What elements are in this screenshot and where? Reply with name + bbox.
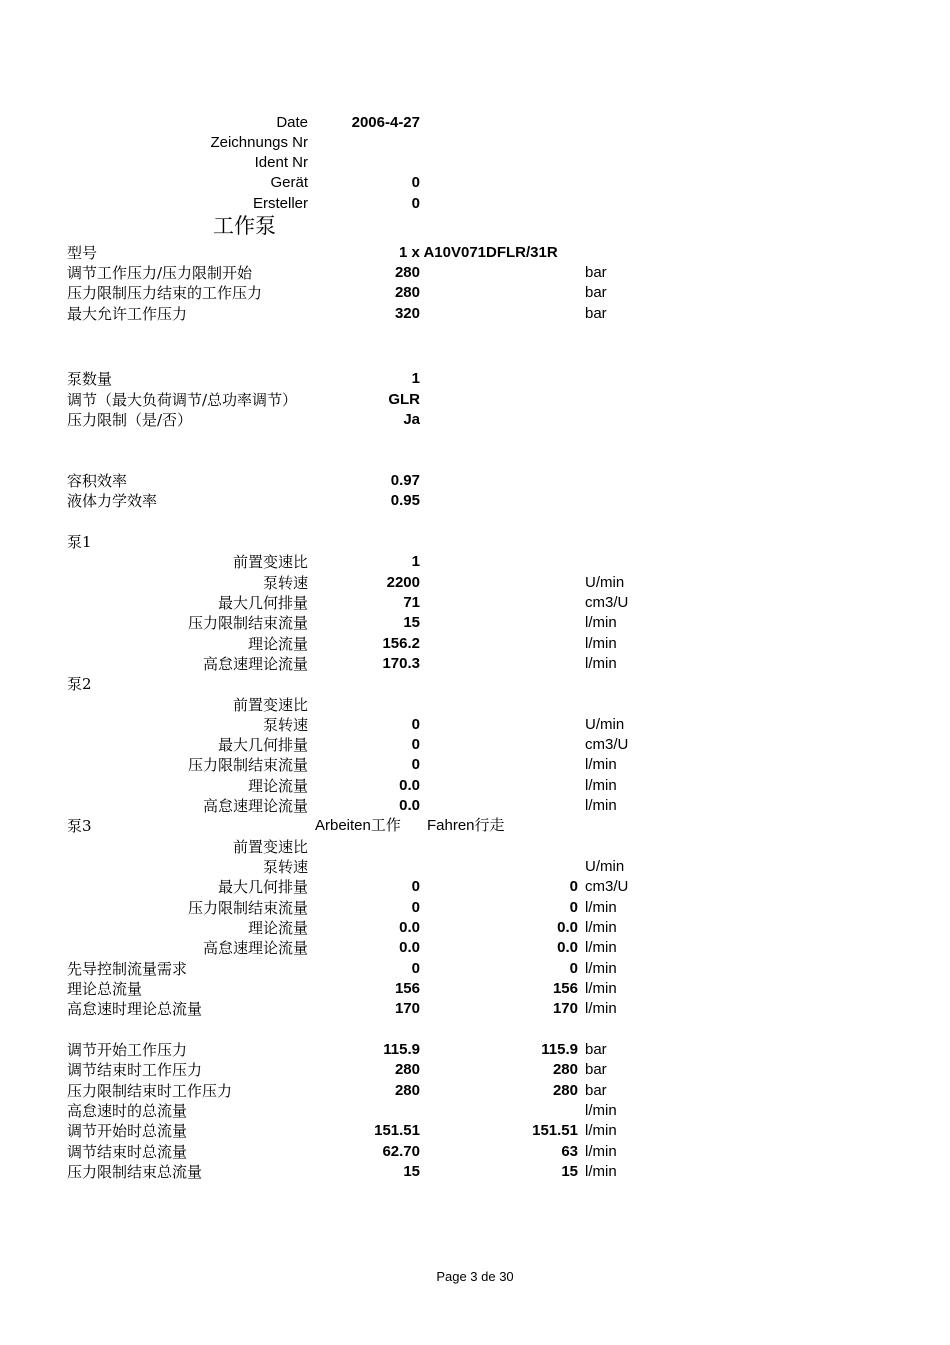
plim-total-flow-unit: l/min	[585, 1163, 617, 1180]
regulation-label: 调节（最大负荷调节/总功率调节）	[67, 391, 298, 409]
date-row	[0, 113, 950, 133]
pump1-plimflow-value: 15	[403, 614, 420, 631]
pump1-disp-row	[0, 593, 950, 613]
reg-start-pressure-unit: bar	[585, 1041, 607, 1058]
pump1-idle-label: 高怠速理论流量	[202, 655, 308, 673]
geraet-value: 0	[411, 174, 420, 191]
pump3-idle-arbeiten: 0.0	[557, 939, 578, 956]
reg-start-pressure-label: 调节开始工作压力	[67, 1041, 188, 1059]
reg-end-pressure-row	[0, 1060, 950, 1080]
plim-end-row	[0, 283, 950, 303]
pump1-speed-row	[0, 573, 950, 593]
plim-total-flow-label: 压力限制结束总流量	[67, 1163, 203, 1181]
pump1-theo-unit: l/min	[585, 635, 617, 652]
max-pressure-row	[0, 304, 950, 324]
pump3-idle-fahren: 0.0	[399, 939, 420, 956]
pump-count-row	[0, 369, 950, 389]
plim-total-flow-arbeiten: 15	[561, 1163, 578, 1180]
pump2-theo-row	[0, 776, 950, 796]
reg-end-pressure-arbeiten: 280	[552, 1061, 578, 1078]
hm-eff-row	[0, 491, 950, 511]
zeichnung-row	[0, 133, 950, 153]
total-idle-row	[0, 999, 950, 1019]
idle-total-flow-unit: l/min	[585, 1102, 617, 1119]
pump3-disp-unit: cm3/U	[585, 878, 629, 895]
pump2-idle-value: 0.0	[399, 797, 420, 814]
plim-end-pressure-fahren: 280	[394, 1082, 420, 1099]
pump1-speed-value: 2200	[386, 574, 420, 591]
plim-end-label: 压力限制压力结束的工作压力	[67, 284, 263, 302]
date-value: 2006-4-27	[351, 114, 420, 131]
pressure-limit-row	[0, 410, 950, 430]
pump3-title-row	[0, 816, 950, 836]
model-label: 型号	[67, 244, 98, 262]
pump2-disp-row	[0, 735, 950, 755]
pump1-title-row	[0, 532, 950, 552]
pump1-speed-unit: U/min	[585, 574, 625, 591]
ersteller-value: 0	[411, 195, 420, 212]
plim-total-flow-row	[0, 1162, 950, 1182]
pump3-plimflow-label: 压力限制结束流量	[187, 899, 308, 917]
pump1-plimflow-label: 压力限制结束流量	[187, 614, 308, 632]
pump2-speed-value: 0	[411, 716, 420, 733]
pump3-disp-fahren: 0	[411, 878, 420, 895]
pump3-idle-label: 高怠速理论流量	[202, 939, 308, 957]
start-total-flow-row	[0, 1121, 950, 1141]
total-theo-arbeiten: 156	[552, 980, 578, 997]
regulation-row	[0, 390, 950, 410]
pump1-theo-value: 156.2	[382, 635, 420, 652]
total-theo-row	[0, 979, 950, 999]
pump3-ratio-label: 前置变速比	[232, 838, 308, 856]
pump-count-value: 1	[411, 370, 420, 387]
pump3-disp-row	[0, 877, 950, 897]
pump2-disp-unit: cm3/U	[585, 736, 629, 753]
reg-end-pressure-unit: bar	[585, 1061, 607, 1078]
max-pressure-label: 最大允许工作压力	[67, 305, 188, 323]
pump1-idle-row	[0, 654, 950, 674]
pump1-speed-label: 泵转速	[262, 574, 308, 592]
pump3-theo-arbeiten: 0.0	[557, 919, 578, 936]
pump1-theo-row	[0, 634, 950, 654]
pump3-speed-unit: U/min	[585, 858, 625, 875]
pump2-ratio-row	[0, 695, 950, 715]
zeichnung-label: Zeichnungs Nr	[210, 134, 308, 151]
pump1-idle-unit: l/min	[585, 655, 617, 672]
regulation-value: GLR	[388, 391, 420, 408]
col-fahren-header: Fahren行走	[427, 817, 505, 834]
pump2-theo-value: 0.0	[399, 777, 420, 794]
hm-eff-value: 0.95	[390, 492, 420, 509]
pump2-title: 泵2	[67, 675, 92, 693]
pump3-plimflow-unit: l/min	[585, 899, 617, 916]
plim-end-pressure-unit: bar	[585, 1082, 607, 1099]
pump2-disp-value: 0	[411, 736, 420, 753]
max-pressure-unit: bar	[585, 305, 607, 322]
pump1-ratio-value: 1	[411, 553, 420, 570]
reg-start-unit: bar	[585, 264, 607, 281]
ident-row	[0, 153, 950, 173]
reg-start-pressure-arbeiten: 115.9	[541, 1041, 578, 1058]
end-total-flow-arbeiten: 63	[561, 1143, 578, 1160]
plim-end-value: 280	[394, 284, 420, 301]
pump2-idle-unit: l/min	[585, 797, 617, 814]
plim-end-pressure-label: 压力限制结束时工作压力	[67, 1082, 233, 1100]
pump3-disp-arbeiten: 0	[569, 878, 578, 895]
pump3-theo-row	[0, 918, 950, 938]
section-title: 工作泵	[213, 214, 276, 238]
pressure-limit-value: Ja	[403, 411, 420, 428]
total-theo-unit: l/min	[585, 980, 617, 997]
pump3-idle-row	[0, 938, 950, 958]
reg-start-row	[0, 263, 950, 283]
pump1-disp-unit: cm3/U	[585, 594, 629, 611]
total-idle-label: 高怠速时理论总流量	[67, 1000, 203, 1018]
idle-total-flow-label: 高怠速时的总流量	[67, 1102, 188, 1120]
col-arbeiten-header: Arbeiten工作	[315, 817, 401, 834]
plim-end-unit: bar	[585, 284, 607, 301]
pump2-idle-row	[0, 796, 950, 816]
idle-total-flow-row	[0, 1101, 950, 1121]
end-total-flow-row	[0, 1142, 950, 1162]
pump3-speed-row	[0, 857, 950, 877]
pump2-speed-label: 泵转速	[262, 716, 308, 734]
pump3-theo-fahren: 0.0	[399, 919, 420, 936]
pump2-title-row	[0, 674, 950, 694]
pump3-plimflow-row	[0, 898, 950, 918]
reg-start-value: 280	[394, 264, 420, 281]
reg-start-pressure-row	[0, 1040, 950, 1060]
pump2-speed-row	[0, 715, 950, 735]
pilot-flow-fahren: 0	[411, 960, 420, 977]
pump1-ratio-row	[0, 552, 950, 572]
pump1-title: 泵1	[67, 533, 92, 551]
pump2-plimflow-row	[0, 755, 950, 775]
pilot-flow-row	[0, 959, 950, 979]
reg-start-label: 调节工作压力/压力限制开始	[67, 264, 253, 282]
pump3-idle-unit: l/min	[585, 939, 617, 956]
total-theo-label: 理论总流量	[67, 980, 143, 998]
pump1-plimflow-unit: l/min	[585, 614, 617, 631]
pump3-title: 泵3	[67, 817, 92, 835]
geraet-row	[0, 173, 950, 193]
start-total-flow-arbeiten: 151.51	[532, 1122, 578, 1139]
total-idle-arbeiten: 170	[552, 1000, 578, 1017]
pump3-speed-label: 泵转速	[262, 858, 308, 876]
pump1-theo-label: 理论流量	[247, 635, 308, 653]
end-total-flow-label: 调节结束时总流量	[67, 1143, 188, 1161]
plim-end-pressure-arbeiten: 280	[552, 1082, 578, 1099]
total-idle-unit: l/min	[585, 1000, 617, 1017]
pump2-plimflow-label: 压力限制结束流量	[187, 756, 308, 774]
pilot-flow-unit: l/min	[585, 960, 617, 977]
total-idle-fahren: 170	[394, 1000, 420, 1017]
model-value: 1 x A10V071DFLR/31R	[399, 244, 558, 261]
reg-end-pressure-fahren: 280	[394, 1061, 420, 1078]
pump2-idle-label: 高怠速理论流量	[202, 797, 308, 815]
model-row	[0, 243, 950, 263]
pilot-flow-label: 先导控制流量需求	[67, 960, 188, 978]
pump3-theo-unit: l/min	[585, 919, 617, 936]
pump-count-label: 泵数量	[67, 370, 113, 388]
pump3-plimflow-fahren: 0	[411, 899, 420, 916]
vol-eff-label: 容积效率	[67, 472, 128, 490]
pump2-speed-unit: U/min	[585, 716, 625, 733]
end-total-flow-fahren: 62.70	[382, 1143, 420, 1160]
vol-eff-value: 0.97	[390, 472, 420, 489]
pilot-flow-arbeiten: 0	[569, 960, 578, 977]
max-pressure-value: 320	[394, 305, 420, 322]
pump1-plimflow-row	[0, 613, 950, 633]
pump1-ratio-label: 前置变速比	[232, 553, 308, 571]
reg-start-pressure-fahren: 115.9	[383, 1041, 420, 1058]
start-total-flow-unit: l/min	[585, 1122, 617, 1139]
pump2-disp-label: 最大几何排量	[217, 736, 308, 754]
pump2-ratio-label: 前置变速比	[232, 696, 308, 714]
pump2-plimflow-unit: l/min	[585, 756, 617, 773]
end-total-flow-unit: l/min	[585, 1143, 617, 1160]
pump2-theo-label: 理论流量	[247, 777, 308, 795]
plim-end-pressure-row	[0, 1081, 950, 1101]
ident-label: Ident Nr	[254, 154, 308, 171]
vol-eff-row	[0, 471, 950, 491]
reg-end-pressure-label: 调节结束时工作压力	[67, 1061, 203, 1079]
pressure-limit-label: 压力限制（是/否）	[67, 411, 193, 429]
pump2-plimflow-value: 0	[411, 756, 420, 773]
geraet-label: Gerät	[270, 174, 308, 191]
total-theo-fahren: 156	[394, 980, 420, 997]
pump3-ratio-row	[0, 837, 950, 857]
plim-total-flow-fahren: 15	[403, 1163, 420, 1180]
start-total-flow-fahren: 151.51	[374, 1122, 420, 1139]
pump1-disp-label: 最大几何排量	[217, 594, 308, 612]
pump3-disp-label: 最大几何排量	[217, 878, 308, 896]
page-number: Page 3 de 30	[436, 1269, 514, 1284]
hm-eff-label: 液体力学效率	[67, 492, 158, 510]
ersteller-label: Ersteller	[252, 195, 308, 212]
pump1-idle-value: 170.3	[382, 655, 420, 672]
pump3-theo-label: 理论流量	[247, 919, 308, 937]
date-label: Date	[276, 114, 308, 131]
start-total-flow-label: 调节开始时总流量	[67, 1122, 188, 1140]
pump2-theo-unit: l/min	[585, 777, 617, 794]
pump1-disp-value: 71	[403, 594, 420, 611]
pump3-plimflow-arbeiten: 0	[569, 899, 578, 916]
ersteller-row	[0, 194, 950, 214]
